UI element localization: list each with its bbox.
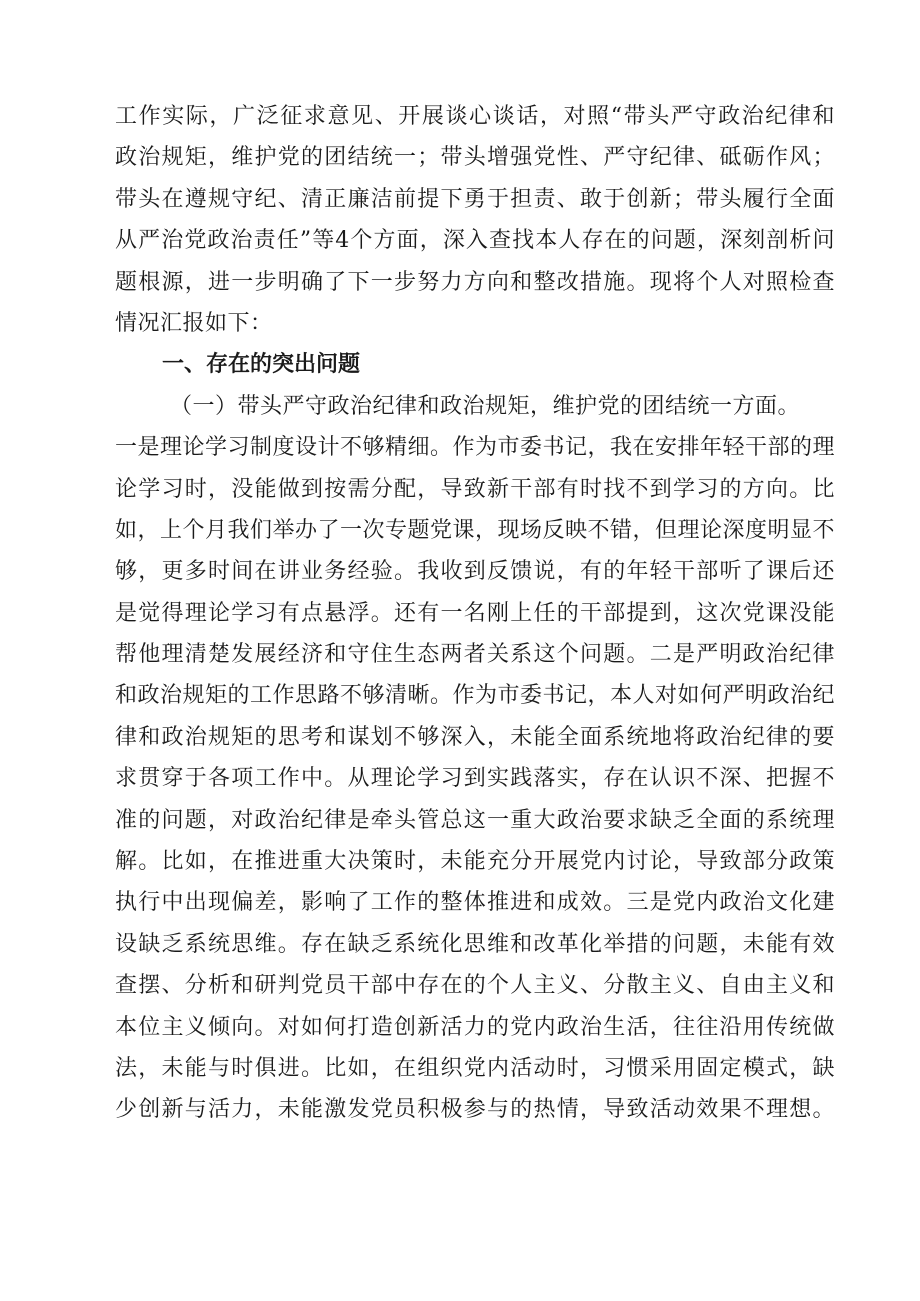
body-line-2: 论学习时，没能做到按需分配，导致新干部有时找不到学习的方向。比 xyxy=(115,476,835,502)
body-line-12: 执行中出现偏差，影响了工作的整体推进和成效。三是党内政治文化建 xyxy=(115,890,835,916)
intro-line-6: 情况汇报如下： xyxy=(115,310,273,336)
intro-line-5: 题根源，进一步明确了下一步努力方向和整改措施。现将个人对照检查 xyxy=(115,269,835,295)
document-body xyxy=(115,96,835,1131)
body-line-7: 和政治规矩的工作思路不够清晰。作为市委书记，本人对如何严明政治纪 xyxy=(115,683,836,709)
body-line-17: 少创新与活力，未能激发党员积极参与的热情，导致活动效果不理想。 xyxy=(115,1097,835,1123)
body-line-11: 解。比如，在推进重大决策时，未能充分开展党内讨论，导致部分政策 xyxy=(115,849,835,875)
body-line-4: 够，更多时间在讲业务经验。我收到反馈说，有的年轻干部听了课后还 xyxy=(115,559,835,585)
body-line-6: 帮他理清楚发展经济和守住生态两者关系这个问题。二是严明政治纪律 xyxy=(115,642,835,668)
body-line-15: 本位主义倾向。对如何打造创新活力的党内政治生活，往往沿用传统做 xyxy=(115,1014,835,1040)
body-line-1: 一是理论学习制度设计不够精细。作为市委书记，我在安排年轻干部的理 xyxy=(115,435,836,461)
body-line-10: 准的问题，对政治纪律是牵头管总这一重大政治要求缺乏全面的系统理 xyxy=(115,807,835,833)
body-line-13: 设缺乏系统思维。存在缺乏系统化思维和改革化举措的问题，未能有效 xyxy=(115,931,835,957)
body-line-5: 是觉得理论学习有点悬浮。还有一名刚上任的干部提到，这次党课没能 xyxy=(115,600,835,626)
intro-line-1: 工作实际，广泛征求意见、开展谈心谈话，对照“带头严守政治纪律和 xyxy=(115,104,835,129)
body-line-16: 法，未能与时俱进。比如，在组织党内活动时，习惯采用固定模式，缺 xyxy=(115,1055,835,1081)
subsection-heading: （一）带头严守政治纪律和政治规矩，维护党的团结统一方面。 xyxy=(170,393,801,419)
section-heading: 一、存在的突出问题 xyxy=(162,352,361,378)
body-line-14: 查摆、分析和研判党员干部中存在的个人主义、分散主义、自由主义和 xyxy=(115,973,835,999)
intro-line-2: 政治规矩，维护党的团结统一；带头增强党性、严守纪律、砥砺作风； xyxy=(115,145,835,171)
body-line-9: 求贯穿于各项工作中。从理论学习到实践落实，存在认识不深、把握不 xyxy=(115,766,835,792)
intro-line-3: 带头在遵规守纪、清正廉洁前提下勇于担责、敢于创新；带头履行全面 xyxy=(115,186,835,212)
body-line-8: 律和政治规矩的思考和谋划不够深入，未能全面系统地将政治纪律的要 xyxy=(115,724,835,750)
intro-line-4: 从严治党政治责任”等4个方面，深入查找本人存在的问题，深刻剖析问 xyxy=(115,228,835,254)
body-line-3: 如，上个月我们举办了一次专题党课，现场反映不错，但理论深度明显不 xyxy=(115,517,836,543)
